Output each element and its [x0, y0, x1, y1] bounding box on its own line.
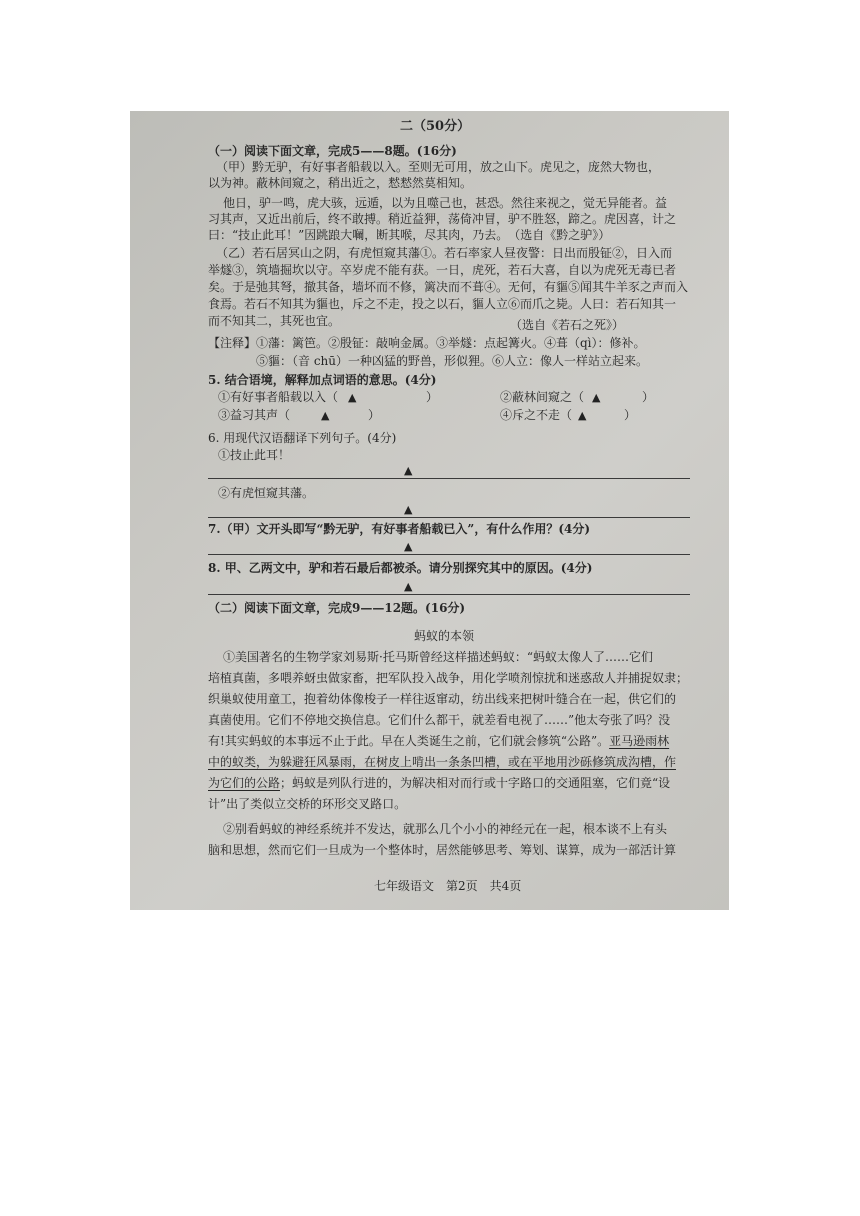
underlined-text: 为它们的公路 — [208, 776, 281, 790]
p1-line: 织巢蚁使用童工，抱着幼体像梭子一样往返窜动，纺出线来把树叶缝合在一起，供它们的 — [208, 692, 677, 706]
answer-line[interactable] — [208, 478, 690, 479]
q5-item: ①有好事者船载以入（ — [218, 390, 339, 404]
yi-line: 矣。于是弛其弩，撤其备，墙坏而不修，篱决而不葺④。无何，有貙⑤闻其牛羊豕之声而入 — [208, 280, 689, 294]
question-5: 5. 结合语境，解释加点词语的意思。(4分) — [208, 373, 437, 387]
q5-item: ②蔽林间窥之（ — [500, 390, 585, 404]
p1-line: 培植真菌，多喂养蚜虫做家畜，把军队投入战争，用化学喷剂惊扰和迷惑敌人并捕捉奴隶； — [208, 671, 689, 685]
yi-source: （选自《若石之死》） — [510, 318, 625, 332]
p1-line: ①美国著名的生物学家刘易斯·托马斯曾经这样描述蚂蚁：“蚂蚁太像人了……它们 — [223, 650, 653, 664]
yi-line: （乙）若石居冥山之阴，有虎恒窥其藩①。若石率家人昼夜警：日出而殷钲②，日入而 — [216, 246, 673, 260]
yi-line: 食焉。若石不知其为貙也，斥之不走，投之以石，貙人立⑥而爪之毙。人曰：若石知其一 — [208, 297, 677, 311]
answer-line[interactable] — [208, 517, 690, 518]
p1-line: 真菌使用。它们不停地交换信息。它们什么都干，就差看电视了……”他太夸张了吗？没 — [208, 713, 671, 727]
yi-line: 举燧③，筑墙掘坎以守。卒岁虎不能有获。一日，虎死，若石大喜，自以为虎死无毒已者 — [208, 263, 677, 277]
q6-item: ①技止此耳！ — [218, 448, 291, 462]
jia-line: 他日，驴一鸣，虎大骇，远遁，以为且噬己也，甚恐。然往来视之，觉无异能者。益 — [223, 196, 668, 210]
p1-text: 有!其实蚂蚁的本事远不止于此。早在人类诞生之前，它们就会修筑“公路”。 — [208, 734, 610, 748]
close-paren: ） — [426, 390, 439, 404]
answer-mark: ▲ — [578, 409, 587, 422]
exam-page-photo — [130, 111, 729, 910]
q6-item: ②有虎恒窥其藩。 — [218, 486, 315, 500]
part1-heading: （一）阅读下面文章，完成5——8题。(16分) — [208, 144, 457, 158]
section-title: 二（50分） — [400, 119, 471, 134]
question-8: 8. 甲、乙两文中，驴和若石最后都被杀。请分别探究其中的原因。(4分) — [208, 561, 593, 575]
p1-line: 计”出了类似立交桥的环形交叉路口。 — [208, 797, 407, 811]
notes-line: ⑤貙：（音 chū）一种凶猛的野兽，形似狸。⑥人立：像人一样站立起来。 — [256, 354, 648, 368]
p1-text: ；蚂蚁是列队行进的，为解决相对而行或十字路口的交通阻塞，它们竟“设 — [280, 776, 671, 790]
answer-mark: ▲ — [404, 503, 413, 516]
question-7: 7.（甲）文开头即写“黔无驴，有好事者船载已入”，有什么作用？(4分) — [208, 522, 591, 536]
q5-item: ③益习其声（ — [218, 408, 291, 422]
jia-line: 曰：“技止此耳！”因跳踉大㘎，断其喉，尽其肉，乃去。 （选自《黔之驴》） — [208, 228, 611, 242]
underlined-text: 亚马逊雨林 — [609, 734, 670, 748]
yi-line: 而不知其二，其死也宜。 — [208, 314, 341, 328]
p2-line: 脑和思想，然而它们一旦成为一个整体时，居然能够思考、筹划、谋算，成为一部活计算 — [208, 843, 677, 857]
question-6: 6. 用现代汉语翻译下列句子。(4分) — [208, 431, 397, 445]
jia-line: 以为神。蔽林间窥之，稍出近之，慭慭然莫相知。 — [208, 176, 473, 190]
jia-line: （甲）黔无驴，有好事者船载以入。至则无可用，放之山下。虎见之，庞然大物也， — [216, 160, 661, 174]
close-paren: ） — [368, 408, 381, 422]
p2-line: ②别看蚂蚁的神经系统并不发达，就那么几个小小的神经元在一起，根本谈不上有头 — [223, 822, 668, 836]
close-paren: ） — [624, 408, 637, 422]
p1-line — [208, 776, 670, 791]
page-footer: 七年级语文 第2页 共4页 — [374, 879, 522, 893]
close-paren: ） — [642, 390, 655, 404]
jia-line: 习其声，又近出前后，终不敢搏。稍近益狎，荡倚冲冒，驴不胜怒，蹄之。虎因喜，计之 — [208, 212, 677, 226]
notes-line: 【注释】①藩：篱笆。②殷钲：敲响金属。③举燧：点起篝火。④葺（qì）：修补。 — [208, 336, 646, 350]
p1-line — [208, 734, 669, 749]
answer-mark: ▲ — [348, 391, 357, 404]
underlined-text: 中的蚁类，为躲避狂风暴雨，在树皮上啃出一条条凹槽，或在平地用沙砾修筑成沟槽，作 — [208, 755, 677, 769]
answer-line[interactable] — [208, 554, 690, 555]
answer-mark: ▲ — [592, 391, 601, 404]
q5-item: ④斥之不走（ — [500, 408, 573, 422]
answer-line[interactable] — [208, 594, 690, 595]
answer-mark: ▲ — [404, 540, 413, 553]
answer-mark: ▲ — [404, 580, 413, 593]
article-title: 蚂蚁的本领 — [414, 629, 475, 643]
answer-mark: ▲ — [321, 409, 330, 422]
answer-mark: ▲ — [404, 464, 413, 477]
part2-heading: （二）阅读下面文章，完成9——12题。(16分) — [208, 601, 466, 615]
